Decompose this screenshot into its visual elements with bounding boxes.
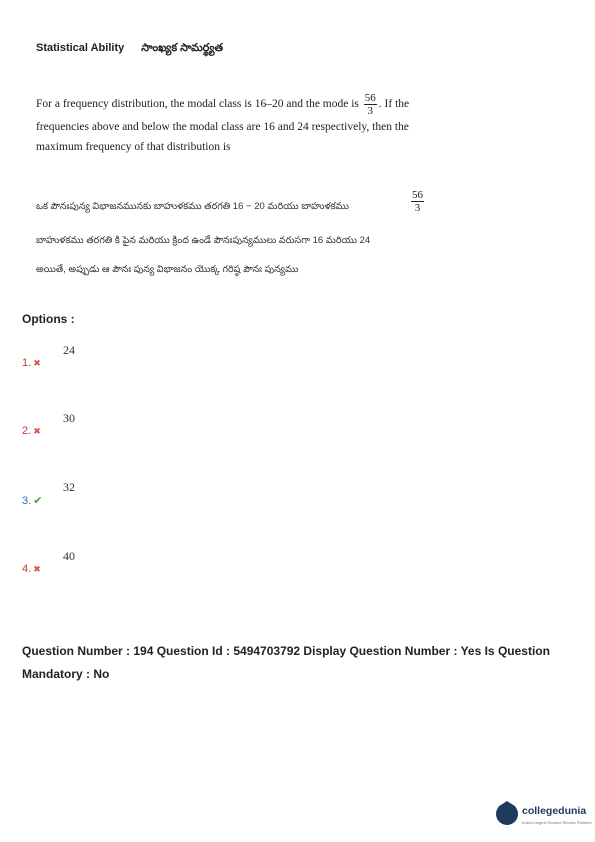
logo-tagline: India's largest Student Review Platform — [522, 820, 592, 825]
section-title-english: Statistical Ability — [36, 42, 125, 54]
question-te-line3: అయితే, అప్పుడు ఆ పౌనః పున్య విభాజనం యొక్క గరిష్ఠ పౌనః పున్యము — [36, 264, 299, 275]
fraction-denominator: 3 — [367, 105, 374, 117]
option-1-value: 24 — [63, 343, 75, 357]
option-2-number: 2. — [22, 425, 32, 437]
fraction-numerator-telugu: 56 — [412, 189, 423, 201]
mode-fraction-telugu — [411, 189, 424, 214]
option-1[interactable] — [22, 357, 41, 369]
options-label: Options : — [22, 312, 75, 326]
option-1-number: 1. — [22, 357, 32, 369]
question-te-line2: బాహుళకము తరగతి కి పైన మరియు క్రింద ఉండే పౌనఃపున్యములు వరుసగా 16 మరియు 24 — [36, 235, 371, 246]
option-2[interactable] — [22, 425, 41, 437]
option-2-value: 30 — [63, 411, 75, 425]
option-4[interactable] — [22, 563, 41, 575]
graduation-cap-icon — [498, 801, 516, 807]
collegedunia-logo — [496, 801, 592, 831]
option-3-value: 32 — [63, 480, 75, 494]
fraction-numerator: 56 — [364, 92, 376, 104]
question-te-line1: ఒక పౌనఃపున్య విభాజనమునకు బాహుళకము తరగతి 16 − 20 మరియు బాహుళకము — [36, 201, 349, 212]
option-4-number: 4. — [22, 563, 32, 575]
fraction-denominator-telugu: 3 — [414, 202, 421, 214]
section-title-telugu: సాంఖ్యక సామర్థ్యత — [141, 42, 224, 54]
option-3[interactable] — [22, 494, 42, 507]
cross-icon: ✖ — [33, 426, 41, 436]
question-metadata: Question Number : 194 Question Id : 5494703792 Display Question Number : Yes Is Question Mandatory : No — [22, 644, 550, 681]
question-text-english — [36, 92, 436, 157]
cross-icon: ✖ — [33, 564, 41, 574]
question-en-part2: . If the frequencies above and below the modal class are 16 and 24 respectively, then the maximum frequency of that distribution is — [36, 98, 410, 153]
cross-icon: ✖ — [33, 358, 41, 368]
logo-name: collegedunia — [522, 805, 587, 817]
section-header — [36, 42, 223, 57]
option-4-value: 40 — [63, 549, 75, 563]
mode-fraction — [364, 92, 377, 117]
checkmark-icon: ✔ — [33, 495, 43, 507]
question-en-part1: For a frequency distribution, the modal class is 16–20 and the mode is — [36, 98, 359, 111]
option-3-number: 3. — [22, 495, 32, 507]
